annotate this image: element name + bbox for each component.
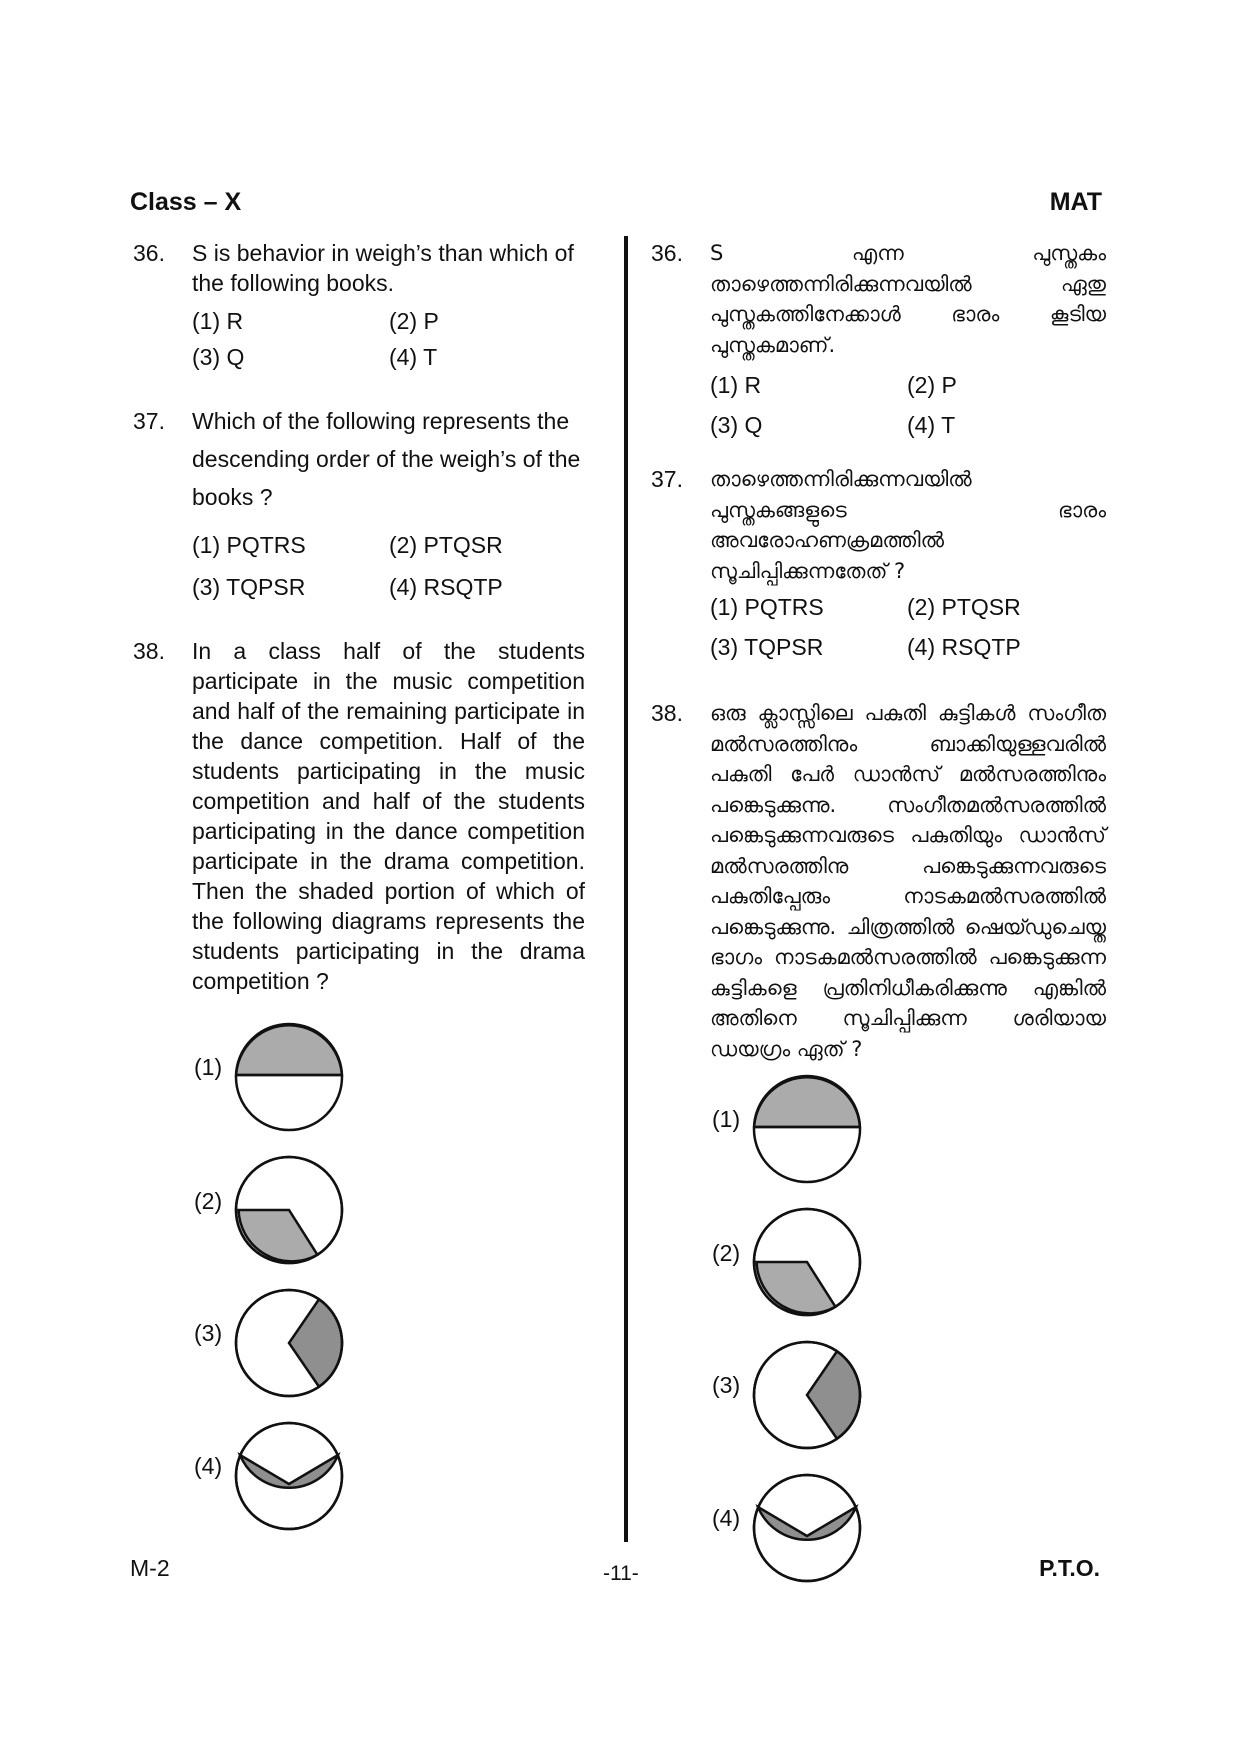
diagram-option-2[interactable]: [130, 1155, 585, 1288]
diagram-option-1[interactable]: [648, 1074, 1106, 1207]
question-number: 38.: [651, 700, 683, 726]
page-number: -11-: [603, 1562, 639, 1585]
option-4[interactable]: (4) T: [907, 412, 956, 438]
footer-code: M-2: [130, 1555, 170, 1581]
diagram-label: (3): [194, 1320, 223, 1346]
option-1[interactable]: (1) PQTRS: [192, 532, 306, 558]
diagram-option-4[interactable]: [130, 1421, 585, 1554]
diagram-option-3[interactable]: [648, 1340, 1106, 1473]
column-divider: [624, 236, 628, 1542]
question-text: S എന്ന പുസ്തകം താഴെത്തന്നിരിക്കുന്നവയിൽ ഏതു പുസ്തകത്തിനേക്കാൾ ഭാരം കൂടിയ പുസ്തകമാണ്.: [710, 241, 1106, 357]
option-2[interactable]: (2) P: [907, 372, 957, 398]
question-36-ml: [648, 238, 1106, 440]
diagram-options-ml: [648, 1074, 1106, 1606]
question-number: 38.: [133, 638, 165, 664]
diagram-3-circle: [752, 1340, 862, 1450]
diagram-option-3[interactable]: [130, 1288, 585, 1421]
diagram-label: (2): [712, 1240, 741, 1266]
header-subject: MAT: [1049, 188, 1102, 216]
diagram-option-2[interactable]: [648, 1207, 1106, 1340]
option-1[interactable]: (1) R: [192, 308, 244, 334]
diagram-2-circle: [234, 1155, 344, 1265]
english-column: [130, 236, 585, 1554]
question-37-en: [130, 402, 585, 608]
question-text: Which of the following represents the descending order of the weigh’s of the books ?: [192, 408, 581, 510]
diagram-1-circle: [234, 1022, 344, 1132]
diagram-label: (4): [712, 1505, 741, 1531]
question-text: S is behavior in weigh’s than which of the following books.: [192, 240, 574, 296]
diagram-label: (4): [194, 1453, 223, 1479]
question-38-en: [130, 636, 585, 996]
options: [710, 592, 1106, 662]
option-4[interactable]: (4) T: [389, 344, 438, 370]
option-2[interactable]: (2) P: [389, 308, 439, 334]
question-number: 37.: [133, 408, 165, 434]
question-text: താഴെത്തന്നിരിക്കുന്നവയിൽ പുസ്തകങ്ങളുടെ ഭാരം അവരോഹണക്രമത്തിൽ സൂചിപ്പിക്കുന്നതേത് ?: [710, 467, 1106, 583]
diagram-label: (1): [712, 1106, 741, 1132]
question-number: 36.: [133, 240, 165, 266]
options: [192, 524, 585, 608]
question-number: 36.: [651, 240, 683, 266]
question-37-ml: [648, 464, 1106, 662]
malayalam-column: [648, 236, 1106, 1606]
diagram-4-circle: [234, 1421, 344, 1531]
diagram-1-circle: [752, 1074, 862, 1184]
diagram-option-4[interactable]: [648, 1473, 1106, 1606]
option-2[interactable]: (2) PTQSR: [907, 594, 1021, 620]
question-number: 37.: [651, 466, 683, 492]
option-3[interactable]: (3) Q: [192, 344, 245, 370]
options: [710, 370, 1106, 440]
option-3[interactable]: (3) Q: [710, 412, 763, 438]
option-4[interactable]: (4) RSQTP: [389, 574, 503, 600]
option-3[interactable]: (3) TQPSR: [192, 574, 306, 600]
question-36-en: [130, 238, 585, 372]
options: [192, 306, 585, 372]
option-3[interactable]: (3) TQPSR: [710, 634, 824, 660]
diagram-options-en: [130, 1022, 585, 1554]
option-1[interactable]: (1) R: [710, 372, 762, 398]
question-text: ഒരു ക്ലാസ്സിലെ പകുതി കുട്ടികൾ സംഗീത മൽസരത്തിനും ബാക്കിയുള്ളവരിൽ പകുതി പേർ ഡാൻസ് മൽസരത്തിനും പങ്കെടുക്കുന്നു. സംഗീതമൽസരത്തിൽ പങ്കെടുക്കുന്നവരുടെ പകുതിയും ഡാൻസ് മൽസരത്തിനു പങ്കെടുക്കുന്നവരുടെ പകുതിപ്പേരും നാടകമൽസരത്തിൽ പങ്കെടുക്കുന്നു. ചിത്രത്തിൽ ഷെയ്ഡുചെയ്ത ഭാഗം നാടകമൽസരത്തിൽ പങ്കെടുക്കുന്ന കുട്ടികളെ പ്രതിനിധീകരിക്കുന്നു എങ്കിൽ അതിനെ സൂചിപ്പിക്കുന്ന ശരിയായ ഡയഗ്രം ഏത് ?: [710, 701, 1106, 1061]
diagram-option-1[interactable]: [130, 1022, 585, 1155]
diagram-2-circle: [752, 1207, 862, 1317]
diagram-label: (1): [194, 1054, 223, 1080]
option-2[interactable]: (2) PTQSR: [389, 532, 503, 558]
diagram-label: (3): [712, 1372, 741, 1398]
footer-pto: P.T.O.: [1039, 1555, 1100, 1581]
option-1[interactable]: (1) PQTRS: [710, 594, 824, 620]
header-class: Class – X: [130, 188, 242, 216]
question-38-ml: [648, 698, 1106, 1064]
diagram-4-circle: [752, 1473, 862, 1583]
diagram-3-circle: [234, 1288, 344, 1398]
option-4[interactable]: (4) RSQTP: [907, 634, 1021, 660]
question-text: In a class half of the students participate in the music competition and half of the remaining participate in the dance competition. Half of the students participating in the music competition and half of the students participating in the dance competition participate in the drama competition. Then the shaded portion of which of the following diagrams represents the students participating in the drama competition ?: [192, 638, 585, 994]
diagram-label: (2): [194, 1188, 223, 1214]
